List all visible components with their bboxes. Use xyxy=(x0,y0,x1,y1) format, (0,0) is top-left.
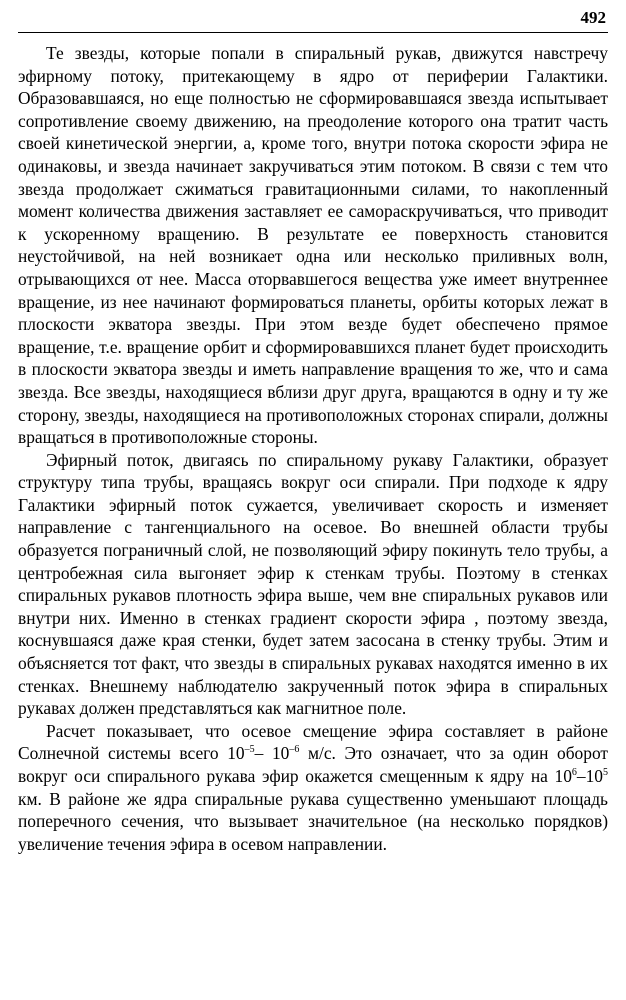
text-run: Расчет показывает, что осевое смещение эфира составляет в районе Солнечной системы всего 10 xyxy=(18,720,608,764)
text-run: км. В районе же ядра спиральные рукава существенно уменьшают площадь поперечного сечения, что вызывает значительное (на несколько порядков) увеличение течения эфира в осевом направлении. xyxy=(18,788,608,854)
text-run: – 10 xyxy=(254,743,290,764)
exponent: 5 xyxy=(603,767,608,778)
text-run: м/с. Это означает, что за один оборот вокруг оси спирального рукава эфир окажется смещенным к ядру на 10 xyxy=(18,743,609,786)
exponent: –6 xyxy=(289,744,300,756)
page-content xyxy=(18,42,608,855)
paragraph: Те звезды, которые попали в спиральный рукав, движутся навстречу эфирному потоку, притекающему в ядро от периферии Галактики. Образовавшаяся, но еще полностью не сформировавшаяся звезда испытывает сопротивление своему движению, на преодоление которого она тратит часть своей кинетической энергии, а, кроме того, внутри потока скорости эфира не одинаковы, и звезда начинает закручиваться этим потоком. В связи с тем что звезда продолжает сжиматься гравитационными силами, то накопленный момент количества движения заставляет ее самораскручиваться, что приводит к ускоренному вращению. В результате ее поверхность становится неустойчивой, на ней возникает одна или несколько приливных волн, отрывающихся от нее. Масса оторвавшегося вещества уже имеет внутреннее вращение, из нее начинают формироваться планеты, орбиты которых лежат в плоскости экватора звезды. При этом везде будет обеспечено прямое вращение, т.е. вращение орбит и сформировавшихся планет будет происходить в плоскости экватора звезды и иметь направление вращения то же, что и сама звезда. Все звезды, находящиеся вблизи друг друга, вращаются в одну и ту же сторону, звезды, находящиеся на противоположных сторонах спирали, должны вращаться в противоположные стороны. xyxy=(18,43,608,448)
page-number: 492 xyxy=(580,8,606,27)
document-page xyxy=(18,0,608,855)
paragraph: Эфирный поток, двигаясь по спиральному рукаву Галактики, образует структуру типа трубы, вращаясь вокруг оси спирали. При подходе к ядру Галактики эфирный поток сужается, увеличивает скорость и изменяет направление с тангенциального на осевое. Во внешней области трубы образуется пограничный слой, не позволяющий эфиру покинуть тело трубы, а центробежная сила выгоняет эфир к стенкам трубы. Поэтому в стенках спиральных рукавов плотность эфира выше, чем вне спиральных рукавов или внутри них. Именно в стенках градиент скорости эфира , поэтому звезда, коснувшаяся даже края стенки, будет затем засосана в стенку трубы. Этим и объясняется тот факт, что звезды в спиральных рукавах находятся именно в их стенках. Внешнему наблюдателю закрученный поток эфира в спиральных рукавах должен представляться как магнитное поле. xyxy=(18,449,608,719)
exponent: –5 xyxy=(244,744,255,756)
text-run: –10 xyxy=(576,766,603,786)
paragraph xyxy=(18,720,608,856)
page-header xyxy=(18,0,608,33)
exponent: 6 xyxy=(571,767,577,778)
